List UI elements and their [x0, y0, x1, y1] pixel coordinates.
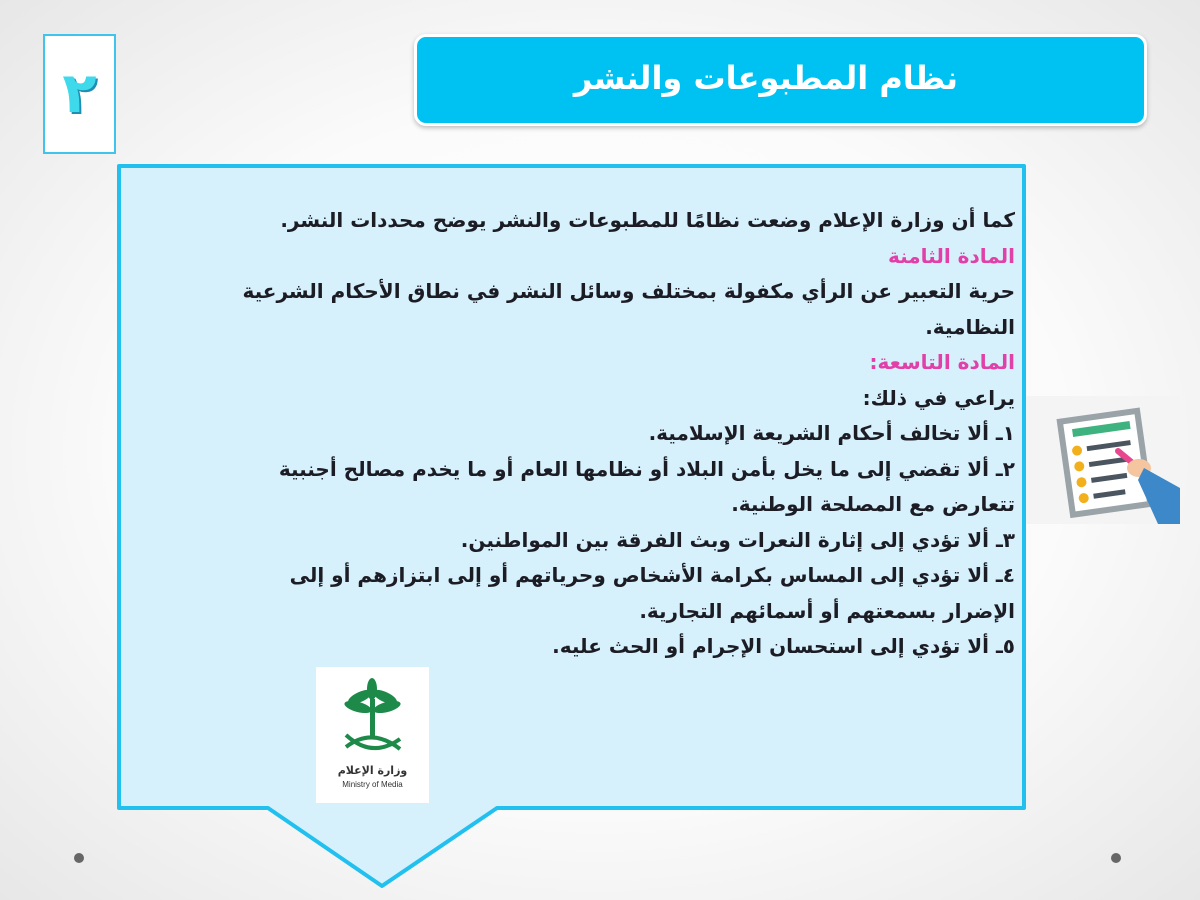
list-item-5: ٥ـ ألا تؤدي إلى استحسان الإجرام أو الحث عليه.	[552, 634, 1015, 658]
clipboard-checklist-icon	[1026, 396, 1180, 524]
list-item-2-line1: ٢ـ ألا تقضي إلى ما يخل بأمن البلاد أو نظامها العام أو ما يخدم مصالح أجنبية	[278, 456, 1015, 481]
logo-english-text: Ministry of Media	[342, 780, 403, 789]
intro-paragraph: كما أن وزارة الإعلام وضعت نظامًا للمطبوعات والنشر يوضح محددات النشر.	[280, 208, 1015, 232]
list-item-2-line2: تتعارض مع المصلحة الوطنية.	[731, 492, 1015, 516]
list-item-4-line2: الإضرار بسمعتهم أو أسمائهم التجارية.	[639, 598, 1015, 623]
article9-lead: يراعي في ذلك:	[862, 385, 1015, 410]
logo-arabic-text: وزارة الإعلام	[337, 764, 408, 777]
palm-swords-emblem-icon	[316, 667, 429, 763]
list-item-1: ١ـ ألا تخالف أحكام الشريعة الإسلامية.	[648, 421, 1015, 445]
article9-heading: المادة التاسعة:	[869, 350, 1015, 374]
list-item-4-line1: ٤ـ ألا تؤدي إلى المساس بكرامة الأشخاص وحرياتهم أو إلى ابتزازهم أو إلى	[289, 563, 1015, 587]
decorative-dot-left	[74, 853, 84, 863]
ministry-logo	[316, 667, 429, 803]
list-item-3: ٣ـ ألا تؤدي إلى إثارة النعرات وبث الفرقة بين المواطنين.	[460, 527, 1015, 552]
article8-line1: حرية التعبير عن الرأي مكفولة بمختلف وسائل النشر في نطاق الأحكام الشرعية	[242, 279, 1015, 303]
article8-line2: النظامية.	[925, 314, 1015, 339]
article8-heading: المادة الثامنة	[887, 243, 1015, 268]
slide-number: ٢	[62, 61, 97, 126]
page-title: نظام المطبوعات والنشر	[573, 59, 958, 97]
decorative-dot-right	[1111, 853, 1121, 863]
content-text	[140, 203, 1015, 665]
